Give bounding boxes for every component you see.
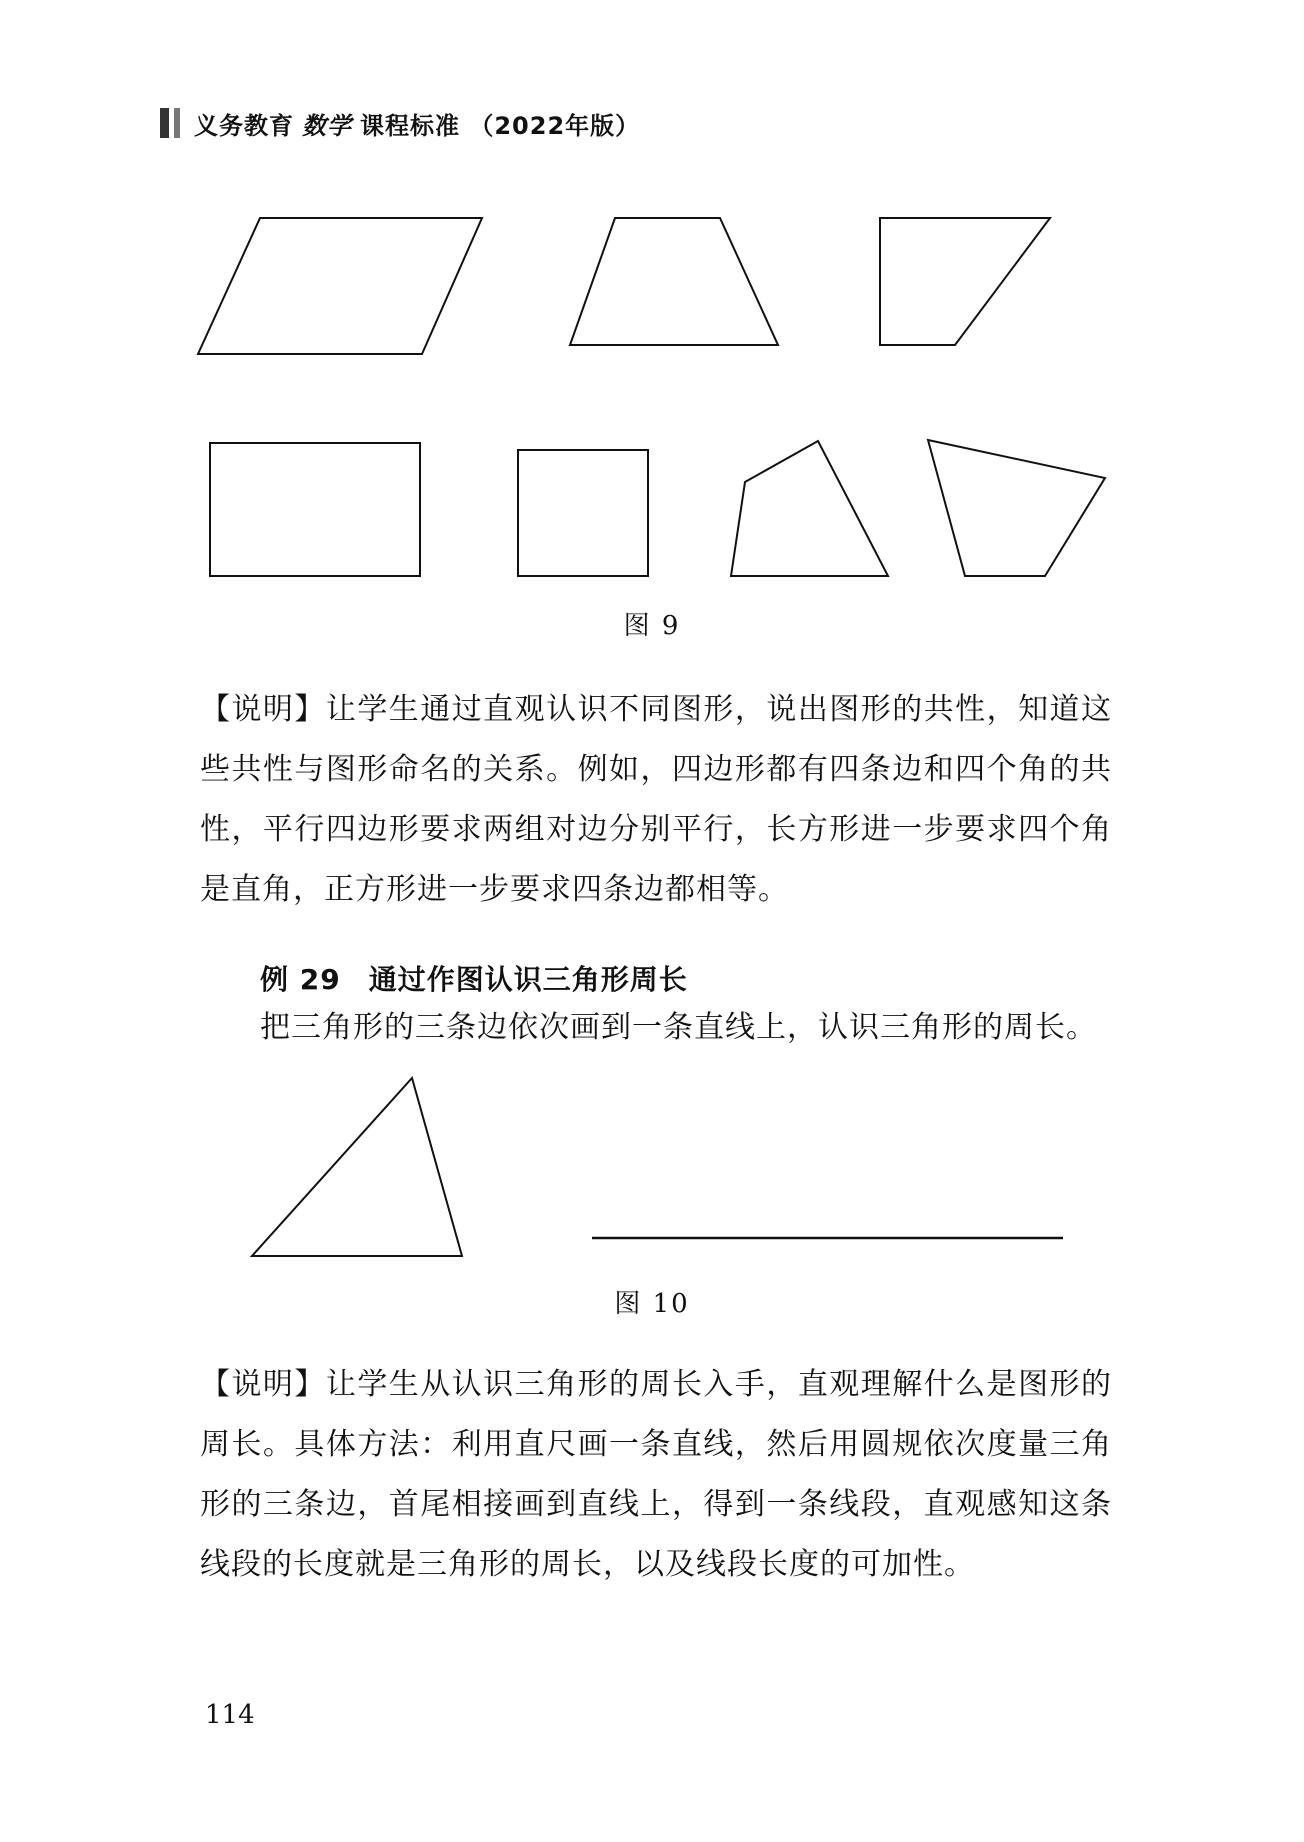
- rectangle-shape: [210, 443, 420, 576]
- irregular-quadrilateral-shape-1: [731, 441, 888, 576]
- parallelogram-shape: [198, 218, 482, 354]
- note-2-text: 让学生从认识三角形的周长入手，直观理解什么是图形的周长。具体方法：利用直尺画一条直线，然后用圆规依次度量三角形的三条边，首尾相接画到直线上，得到一条线段，直观感知这条线段的长度就是三角形的周长，以及线段长度的可加性。: [200, 1367, 1113, 1582]
- example-number: 例 29: [260, 963, 341, 996]
- example-title: 通过作图认识三角形周长: [368, 963, 688, 996]
- example-description: 把三角形的三条边依次画到一条直线上，认识三角形的周长。: [260, 1010, 1097, 1045]
- header-prefix: 义务教育: [194, 111, 294, 140]
- triangle-shape: [252, 1078, 462, 1256]
- note-2-tag: 【说明】: [200, 1367, 326, 1402]
- example-heading: [260, 958, 688, 998]
- square-shape: [518, 450, 648, 576]
- figure-9-caption: 图 9: [623, 611, 681, 641]
- figure-10-caption: 图 10: [614, 1289, 690, 1319]
- page-number: 114: [205, 1700, 255, 1730]
- note-1-paragraph: [200, 680, 1112, 920]
- note-1-tag: 【说明】: [200, 692, 326, 727]
- header-subject: 数学: [302, 111, 352, 140]
- figure-10-shapes: [0, 1060, 1304, 1260]
- figure-9-shapes: [0, 0, 1304, 620]
- note-2-paragraph: [200, 1355, 1112, 1595]
- trapezoid-shape: [570, 218, 778, 345]
- right-trapezoid-shape: [880, 218, 1050, 345]
- note-1-text: 让学生通过直观认识不同图形，说出图形的共性，知道这些共性与图形命名的关系。例如，四边形都有四条边和四个角的共性，平行四边形要求两组对边分别平行，长方形进一步要求四个角是直角，正方形进一步要求四条边都相等。: [200, 692, 1113, 907]
- header-suffix: 课程标准 （2022年版）: [360, 111, 641, 140]
- irregular-quadrilateral-shape-2: [928, 440, 1105, 576]
